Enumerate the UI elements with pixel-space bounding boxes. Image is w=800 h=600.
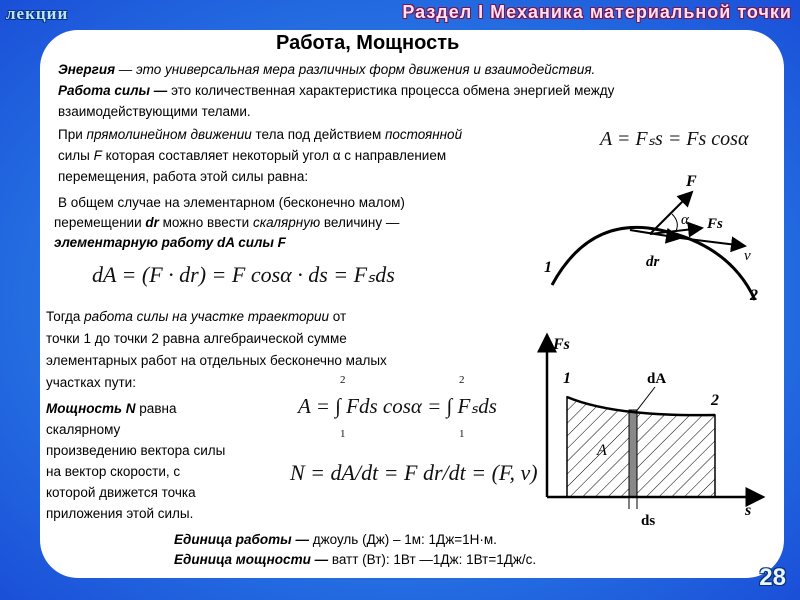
lecture-tag: лекции — [6, 4, 69, 23]
unit-power — [174, 550, 536, 569]
general-2d: скалярную — [252, 215, 321, 230]
A-label: A — [597, 442, 607, 459]
section-title: Раздел I Механика материальной точки — [402, 2, 792, 22]
general-line1: В общем случае на элементарном (бесконечно малом) — [58, 195, 405, 210]
work-graph — [525, 325, 775, 530]
unit-power-def: ватт (Вт): 1Вт —1Дж: 1Вт=1Дж/с. — [328, 552, 537, 567]
power-line1 — [46, 399, 176, 418]
axis-y-label: Fs — [553, 336, 570, 353]
point-2-label: 2 — [750, 287, 758, 304]
linear-line3: перемещения, работа этой силы равна: — [58, 169, 309, 184]
unit-power-term: Единица мощности — — [174, 552, 329, 567]
power-line4: на вектор скорости, с — [46, 464, 181, 479]
energy-definition — [58, 60, 595, 79]
linear-1a: При — [58, 127, 87, 142]
linear-2b: F — [93, 148, 102, 163]
limit-high-2: 2 — [459, 374, 465, 386]
then-line2: точки 1 до точки 2 равна алгебраической сумме — [46, 331, 347, 346]
then-line3: элементарных работ на отдельных бесконечно малых — [46, 353, 387, 368]
label-alpha: α — [681, 212, 689, 228]
energy-def: — это универсальная мера различных форм движения и взаимодействия. — [115, 62, 596, 77]
unit-work-def: джоуль (Дж) – 1м: 1Дж=1Н·м. — [308, 532, 497, 547]
limit-low-2: 1 — [459, 428, 465, 440]
energy-term: Энергия — [58, 62, 116, 77]
formula-integral-work: A = ∫ Fds cosα = ∫ Fₛds — [298, 394, 497, 418]
label-dr: dr — [646, 254, 660, 270]
general-line3: элементарную работу dA силы F — [54, 235, 286, 250]
then-1c: от — [329, 309, 347, 324]
then-1a: Тогда — [46, 309, 85, 324]
general-2c: можно ввести — [158, 215, 253, 230]
graph-point-2: 2 — [711, 392, 719, 409]
linear-line1 — [58, 125, 462, 144]
trajectory-diagram — [530, 170, 780, 315]
dA-label: dA — [647, 371, 667, 387]
page-title: Работа, Мощность — [276, 32, 460, 54]
limit-low-1: 1 — [340, 428, 346, 440]
formula-power: N = dA/dt = F dr/dt = (F, v) — [290, 460, 538, 485]
work-definition-line1 — [58, 81, 614, 100]
general-2e: величину — — [320, 215, 400, 230]
power-line2: скалярному — [46, 422, 121, 437]
general-line2 — [54, 213, 399, 232]
work-def-1: это количественная характеристика процесса обмена энергией между — [167, 83, 615, 98]
power-line3: произведению вектора силы — [46, 443, 226, 458]
then-line4: участках пути: — [46, 375, 136, 390]
work-definition-line2: взаимодействующими телами. — [58, 104, 251, 119]
linear-1d: постоянной — [385, 127, 463, 142]
power-line5: которой движется точка — [46, 485, 196, 500]
general-2a: перемещении — [54, 215, 146, 230]
slide-number: 28 — [759, 564, 786, 591]
power-line6: приложения этой силы. — [46, 506, 194, 521]
formula-elementary-work: dA = (F · dr) = F cosα · ds = Fₛds — [92, 262, 395, 287]
label-Fs: Fs — [707, 216, 723, 232]
graph-point-1: 1 — [563, 370, 571, 387]
label-F: F — [686, 173, 697, 190]
power-1b: равна — [135, 401, 177, 416]
then-line1 — [46, 307, 346, 326]
alpha-arc — [672, 214, 677, 231]
limit-high-1: 2 — [340, 374, 346, 386]
axis-x-label: s — [745, 502, 752, 519]
unit-work-term: Единица работы — — [174, 532, 309, 547]
power-term: Мощность N — [46, 401, 136, 416]
point-1-label: 1 — [544, 259, 552, 276]
general-2b: dr — [145, 215, 159, 230]
dA-strip — [629, 410, 637, 497]
linear-line2 — [58, 146, 446, 165]
linear-1c: тела под действием — [251, 127, 385, 142]
formula-work-constant: A = Fₛs = Fs cosα — [600, 128, 749, 150]
work-term: Работа силы — — [58, 83, 168, 98]
linear-2c: которая составляет некоторый угол α с направлением — [101, 148, 447, 163]
ds-label: ds — [641, 513, 656, 529]
linear-1b: прямолинейном движении — [86, 127, 252, 142]
label-v: v — [744, 248, 751, 264]
linear-2a: силы — [58, 148, 94, 163]
v-vector — [680, 238, 745, 246]
then-1b: работа силы на участке траектории — [84, 309, 330, 324]
unit-work — [174, 530, 497, 549]
dA-pointer — [635, 387, 655, 413]
